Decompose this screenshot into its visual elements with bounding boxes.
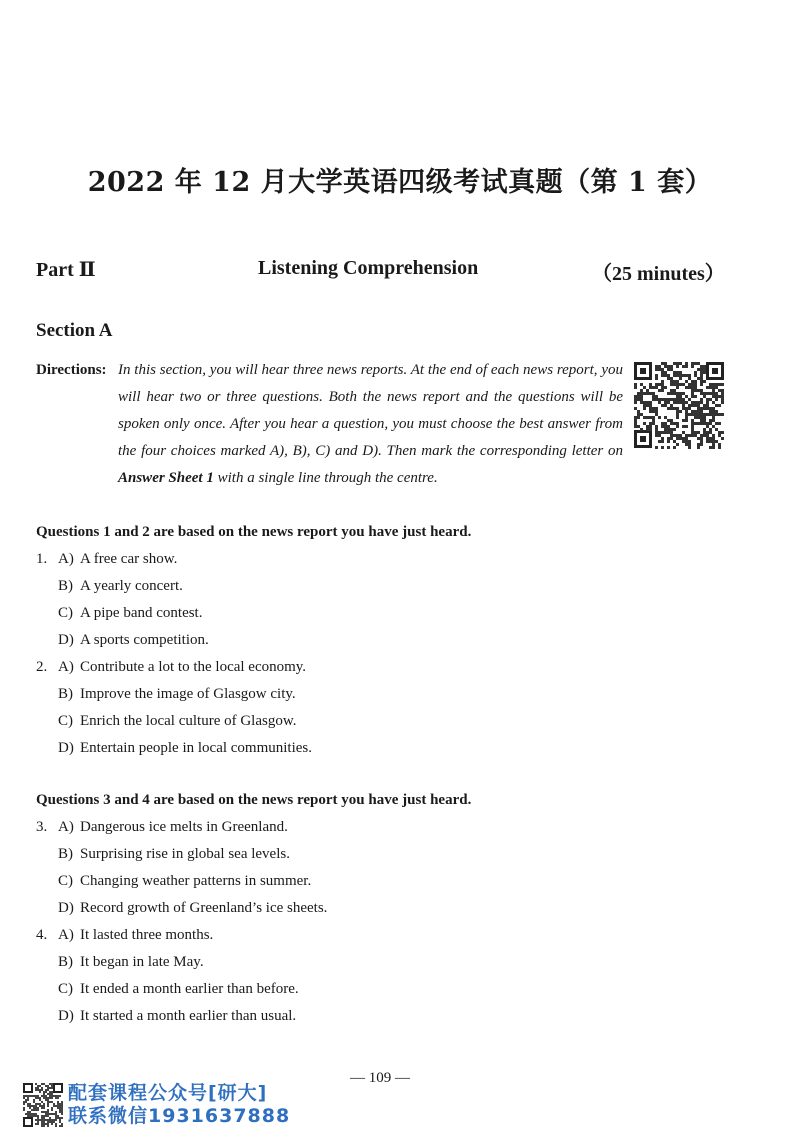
question-group-heading: Questions 1 and 2 are based on the news report you have just heard.	[36, 524, 472, 540]
answer-option	[36, 949, 204, 976]
answer-option	[36, 546, 177, 573]
option-letter: C)	[58, 981, 73, 997]
option-letter: A)	[58, 927, 74, 943]
option-letter: B)	[58, 846, 73, 862]
option-letter: C)	[58, 713, 73, 729]
qr-code-icon	[632, 360, 726, 450]
answer-sheet-ref: Answer Sheet 1	[118, 470, 214, 486]
answer-option	[36, 895, 327, 922]
answer-option	[36, 573, 183, 600]
option-letter: A)	[58, 551, 74, 567]
option-text: It ended a month earlier than before.	[80, 981, 299, 997]
option-text: Changing weather patterns in summer.	[80, 873, 312, 889]
option-text: A pipe band contest.	[80, 605, 203, 621]
watermark-text	[68, 1082, 290, 1128]
question-number: 4.	[36, 927, 48, 943]
option-text: Entertain people in local communities.	[80, 740, 313, 756]
answer-option	[36, 681, 296, 708]
part-name: Part Ⅱ	[36, 259, 96, 281]
option-letter: B)	[58, 954, 73, 970]
answer-option	[36, 654, 306, 681]
option-text: Improve the image of Glasgow city.	[80, 686, 296, 702]
option-letter: D)	[58, 632, 74, 648]
answer-option	[36, 1003, 296, 1030]
option-letter: C)	[58, 605, 73, 621]
answer-option	[36, 868, 311, 895]
watermark-qr-icon	[22, 1082, 64, 1128]
option-text: Dangerous ice melts in Greenland.	[80, 819, 288, 835]
page-number: — 109 —	[350, 1070, 410, 1086]
question-number: 2.	[36, 659, 48, 675]
option-letter: A)	[58, 659, 74, 675]
option-text: Contribute a lot to the local economy.	[80, 659, 307, 675]
answer-option	[36, 627, 209, 654]
part-time: （25 minutes）	[592, 263, 725, 285]
directions-label: Directions:	[36, 362, 107, 378]
question-number: 1.	[36, 551, 48, 567]
part-title: Listening Comprehension	[258, 257, 479, 279]
answer-option	[36, 922, 213, 949]
option-text: Surprising rise in global sea levels.	[80, 846, 290, 862]
option-text: A yearly concert.	[80, 578, 183, 594]
answer-option	[36, 600, 202, 627]
option-letter: D)	[58, 740, 74, 756]
answer-option	[36, 841, 290, 868]
question-number: 3.	[36, 819, 48, 835]
option-text: It lasted three months.	[80, 927, 214, 943]
watermark-line-2: 联系微信1931637888	[68, 1105, 291, 1127]
answer-option	[36, 735, 312, 762]
option-text: A sports competition.	[80, 632, 209, 648]
option-text: A free car show.	[80, 551, 178, 567]
option-letter: D)	[58, 900, 74, 916]
exam-title: 2022 年 12 月大学英语四级考试真题（第 1 套）	[87, 167, 713, 198]
option-letter: B)	[58, 578, 73, 594]
option-text: It started a month earlier than usual.	[80, 1008, 297, 1024]
directions-text: In this section, you will hear three news reports. At the end of each news report, you will hear two or three questions. Both the news report and the questions will be spoken only once. After you hear a question, you must choose the best answer from the four choices marked A), B), C) and D). Then mark the corresponding letter on Answer Sheet 1 with a single line through the centre.	[118, 362, 623, 486]
option-text: Record growth of Greenland’s ice sheets.	[80, 900, 328, 916]
answer-option	[36, 708, 296, 735]
option-letter: C)	[58, 873, 73, 889]
option-letter: D)	[58, 1008, 74, 1024]
option-text: Enrich the local culture of Glasgow.	[80, 713, 297, 729]
option-text: It began in late May.	[80, 954, 204, 970]
option-letter: A)	[58, 819, 74, 835]
watermark-line-1: 配套课程公众号[研大]	[68, 1082, 268, 1104]
option-letter: B)	[58, 686, 73, 702]
answer-option	[36, 976, 299, 1003]
answer-option	[36, 814, 288, 841]
section-heading: Section A	[36, 320, 113, 341]
question-group-heading: Questions 3 and 4 are based on the news report you have just heard.	[36, 792, 472, 808]
